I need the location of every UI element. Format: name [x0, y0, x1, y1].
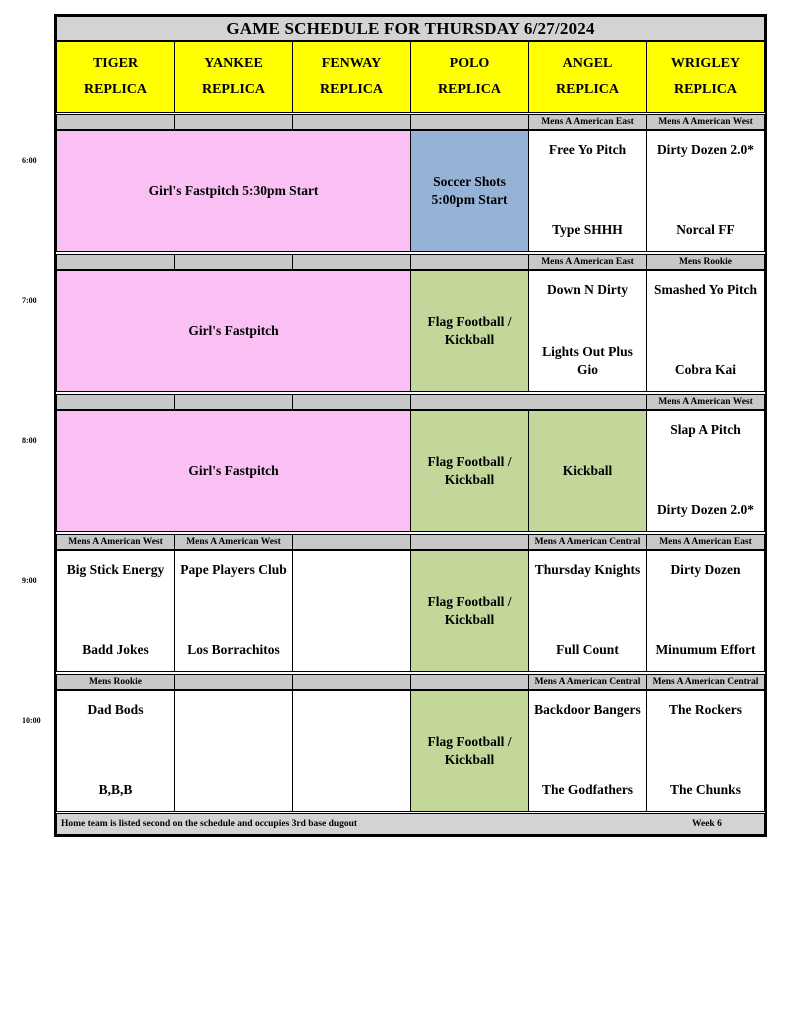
field-header-tiger: TIGER REPLICA: [56, 41, 175, 113]
away-team: The Rockers: [668, 702, 743, 717]
division-label-tiger: Mens A American West: [56, 534, 175, 550]
division-label: [174, 254, 293, 270]
away-team: Thursday Knights: [534, 562, 641, 577]
home-team: Minumum Effort: [655, 642, 756, 657]
division-label: [292, 394, 411, 410]
home-team: Badd Jokes: [82, 642, 149, 657]
division-label-angel: Mens A American East: [528, 114, 647, 130]
division-label: [174, 674, 293, 690]
home-team: Los Borrachitos: [187, 642, 280, 657]
away-team: Dad Bods: [87, 702, 144, 717]
away-team: Free Yo Pitch: [548, 142, 627, 157]
flag-football-block: Flag Football / Kickball: [410, 550, 529, 672]
away-team: Dirty Dozen: [670, 562, 741, 577]
home-team: The Godfathers: [541, 782, 634, 797]
flag-football-block: Flag Football / Kickball: [410, 270, 529, 392]
footer-note: Home team is listed second on the schedule and occupies 3rd base dugout: [61, 819, 358, 829]
game-tiger: [56, 690, 175, 812]
division-label-angel: Mens A American East: [528, 254, 647, 270]
away-team: Down N Dirty: [547, 282, 628, 297]
field-header-angel: ANGEL REPLICA: [528, 41, 647, 113]
week-label: Week 6: [692, 819, 722, 829]
schedule-title: GAME SCHEDULE FOR THURSDAY 6/27/2024: [56, 16, 765, 41]
fastpitch-block: Girl's Fastpitch: [56, 270, 411, 392]
division-label: [174, 394, 293, 410]
home-team: The Chunks: [670, 782, 741, 797]
game-angel: [528, 690, 647, 812]
field-header-wrigley: WRIGLEY REPLICA: [646, 41, 765, 113]
home-team: Lights Out Plus Gio: [542, 344, 633, 377]
division-label-wrigley: Mens A American West: [646, 394, 765, 410]
away-team: Slap A Pitch: [670, 422, 741, 437]
time-label-10pm: 10:00: [22, 716, 41, 725]
away-team: Backdoor Bangers: [534, 702, 641, 717]
home-team: B,B,B: [98, 782, 133, 797]
game-wrigley: [646, 690, 765, 812]
field-header-polo: POLO REPLICA: [410, 41, 529, 113]
home-team: Norcal FF: [676, 222, 735, 237]
division-label: [410, 114, 529, 130]
home-team: Cobra Kai: [674, 362, 737, 377]
field-header-fenway: FENWAY REPLICA: [292, 41, 411, 113]
fastpitch-block: Girl's Fastpitch 5:30pm Start: [56, 130, 411, 252]
soccer-shots-block: Soccer Shots 5:00pm Start: [410, 130, 529, 252]
game-wrigley: [646, 270, 765, 392]
division-label: [292, 534, 411, 550]
division-label: [292, 114, 411, 130]
division-label: [56, 254, 175, 270]
game-angel: [528, 550, 647, 672]
game-wrigley: [646, 410, 765, 532]
division-label-wrigley: Mens A American Central: [646, 674, 765, 690]
flag-football-block: Flag Football / Kickball: [410, 410, 529, 532]
division-label-yankee: Mens A American West: [174, 534, 293, 550]
division-label: [174, 114, 293, 130]
division-label: [410, 534, 529, 550]
flag-football-block: Flag Football / Kickball: [410, 690, 529, 812]
fastpitch-block: Girl's Fastpitch: [56, 410, 411, 532]
away-team: Big Stick Energy: [66, 562, 165, 577]
game-angel: [528, 130, 647, 252]
game-tiger: [56, 550, 175, 672]
home-team: Type SHHH: [552, 222, 623, 237]
home-team: Dirty Dozen 2.0*: [656, 502, 755, 517]
division-label-angel: Mens A American Central: [528, 674, 647, 690]
time-label-6pm: 6:00: [22, 156, 37, 165]
empty-slot-yankee: [174, 690, 293, 812]
division-label-wrigley: Mens Rookie: [646, 254, 765, 270]
division-label: [292, 254, 411, 270]
division-label-angel: Mens A American Central: [528, 534, 647, 550]
away-team: Smashed Yo Pitch: [653, 282, 757, 297]
empty-slot-fenway: [292, 550, 411, 672]
division-label: [56, 394, 175, 410]
empty-slot-fenway: [292, 690, 411, 812]
time-label-8pm: 8:00: [22, 436, 37, 445]
division-label-wrigley: Mens A American West: [646, 114, 765, 130]
division-label: [410, 394, 647, 410]
time-label-9pm: 9:00: [22, 576, 37, 585]
home-team: Full Count: [556, 642, 619, 657]
away-team: Dirty Dozen 2.0*: [656, 142, 755, 157]
game-yankee: [174, 550, 293, 672]
division-label: [410, 254, 529, 270]
time-label-7pm: 7:00: [22, 296, 37, 305]
division-label: [292, 674, 411, 690]
field-header-yankee: YANKEE REPLICA: [174, 41, 293, 113]
division-label: [410, 674, 529, 690]
game-angel: [528, 270, 647, 392]
division-label-wrigley: Mens A American East: [646, 534, 765, 550]
footer-bar: [56, 813, 765, 835]
kickball-block: Kickball: [528, 410, 647, 532]
away-team: Pape Players Club: [180, 562, 287, 577]
division-label: [56, 114, 175, 130]
game-wrigley: [646, 550, 765, 672]
division-label-tiger: Mens Rookie: [56, 674, 175, 690]
game-wrigley: [646, 130, 765, 252]
schedule-table: [54, 14, 767, 837]
